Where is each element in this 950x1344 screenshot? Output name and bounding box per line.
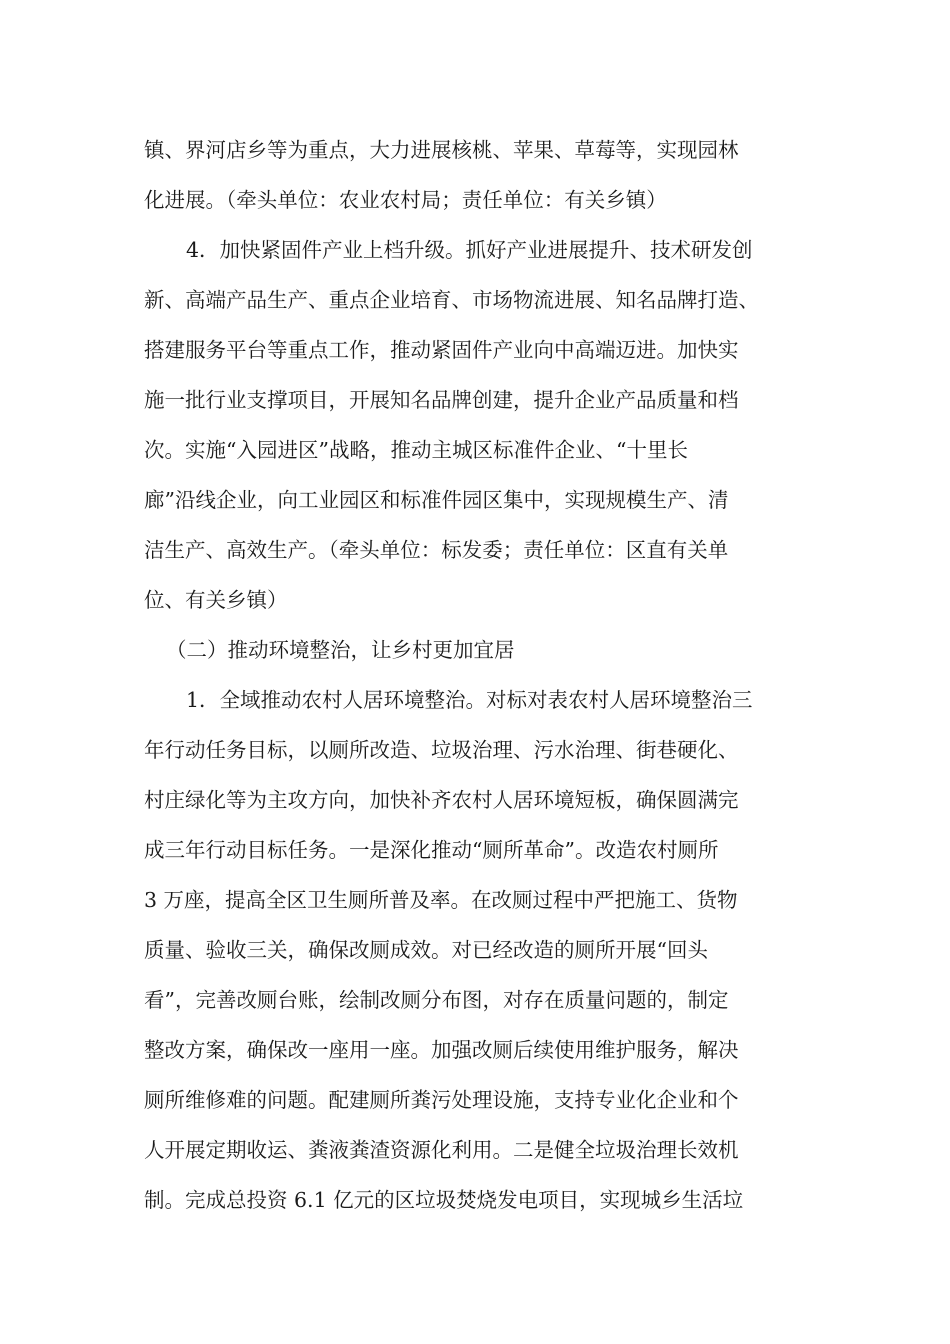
text-line: 成三年行动目标任务。一是深化推动“厕所革命”。改造农村厕所 (144, 838, 719, 862)
text-line: 位、有关乡镇） (144, 588, 288, 612)
text-line: 厕所维修难的问题。配建厕所粪污处理设施，支持专业化企业和个 (144, 1088, 739, 1112)
text-line: 人开展定期收运、粪液粪渣资源化利用。二是健全垃圾治理长效机 (144, 1138, 739, 1162)
text-line: 镇、界河店乡等为重点，大力进展核桃、苹果、草莓等，实现园林 (144, 138, 739, 162)
text-line: 搭建服务平台等重点工作，推动紧固件产业向中高端迈进。加快实 (144, 338, 739, 362)
text-line: 制。完成总投资 6.1 亿元的区垃圾焚烧发电项目，实现城乡生活垃 (144, 1188, 744, 1212)
text-line: 村庄绿化等为主攻方向，加快补齐农村人居环境短板，确保圆满完 (144, 788, 739, 812)
text-line: 年行动任务目标，以厕所改造、垃圾治理、污水治理、街巷硬化、 (144, 738, 739, 762)
text-line: 新、高端产品生产、重点企业培育、市场物流进展、知名品牌打造、 (144, 288, 759, 312)
text-line: 洁生产、高效生产。（牵头单位：标发委；责任单位：区直有关单 (144, 538, 729, 562)
text-line: 廊”沿线企业，向工业园区和标准件园区集中，实现规模生产、清 (144, 488, 729, 512)
text-line: 看”，完善改厕台账，绘制改厕分布图，对存在质量问题的，制定 (144, 988, 729, 1012)
text-line: 3 万座，提高全区卫生厕所普及率。在改厕过程中严把施工、货物 (144, 888, 738, 912)
text-line: 整改方案，确保改一座用一座。加强改厕后续使用维护服务，解决 (144, 1038, 739, 1062)
text-line: 施一批行业支撑项目，开展知名品牌创建，提升企业产品质量和档 (144, 388, 739, 412)
text-line: 4．加快紧固件产业上档升级。抓好产业进展提升、技术研发创 (186, 238, 753, 262)
text-line: 质量、验收三关，确保改厕成效。对已经改造的厕所开展“回头 (144, 938, 708, 962)
text-line: 次。实施“入园进区”战略，推动主城区标准件企业、“十里长 (144, 438, 688, 462)
section-heading: （二）推动环境整治，让乡村更加宜居 (166, 638, 515, 662)
text-line: 化进展。（牵头单位：农业农村局；责任单位：有关乡镇） (144, 188, 667, 212)
text-line: 1．全域推动农村人居环境整治。对标对表农村人居环境整治三 (186, 688, 753, 712)
